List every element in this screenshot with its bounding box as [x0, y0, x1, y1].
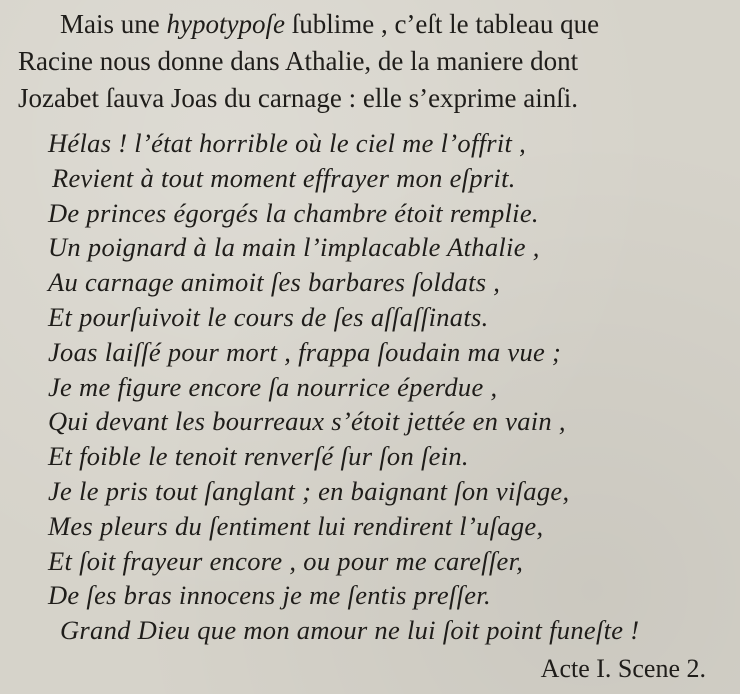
verse-line: Et ſoit frayeur encore , ou pour me careſſer, — [48, 545, 524, 576]
intro-line-end: ſublime , c’eſt le tableau que — [284, 9, 600, 39]
verse-line: De ſes bras innocens je me ſentis preſſer. — [48, 580, 491, 611]
verse-line: Qui devant les bourreaux s’étoit jettée en vain , — [48, 406, 566, 437]
verse-line: Et foible le tenoit renverſé ſur ſon ſein. — [48, 441, 469, 472]
intro-line: Jozabet ſauva Joas du carnage : elle s’exprime ainſi. — [18, 83, 579, 113]
intro-line: Racine nous donne dans Athalie, de la maniere dont — [18, 46, 579, 76]
intro-line-start: Mais une — [60, 9, 167, 39]
citation: Acte I. Scene 2. — [540, 654, 706, 683]
verse-line: Un poignard à la main l’implacable Athalie , — [48, 232, 540, 263]
intro-line — [18, 6, 728, 43]
verse-quotation — [48, 126, 718, 648]
verse-line: Joas laiſſé pour mort , frappa ſoudain ma vue ; — [48, 336, 562, 367]
verse-line: Revient à tout moment effrayer mon eſprit. — [52, 162, 516, 193]
emphasis-word: hypotypoſe — [166, 9, 285, 39]
verse-line: Et pourſuivoit le cours de ſes aſſaſſinats. — [48, 301, 489, 332]
verse-line: Je le pris tout ſanglant ; en baignant ſon viſage, — [48, 475, 570, 506]
verse-line: Grand Dieu que mon amour ne lui ſoit point funeſte ! — [60, 615, 640, 646]
verse-line: Mes pleurs du ſentiment lui rendirent l’uſage, — [48, 510, 544, 541]
verse-line: De princes égorgés la chambre étoit remplie. — [48, 197, 539, 228]
verse-line: Je me figure encore ſa nourrice éperdue , — [48, 371, 498, 402]
verse-line: Hélas ! l’état horrible où le ciel me l’offrit , — [48, 128, 527, 158]
verse-line: Au carnage animoit ſes barbares ſoldats , — [48, 267, 501, 298]
intro-paragraph — [18, 6, 728, 117]
